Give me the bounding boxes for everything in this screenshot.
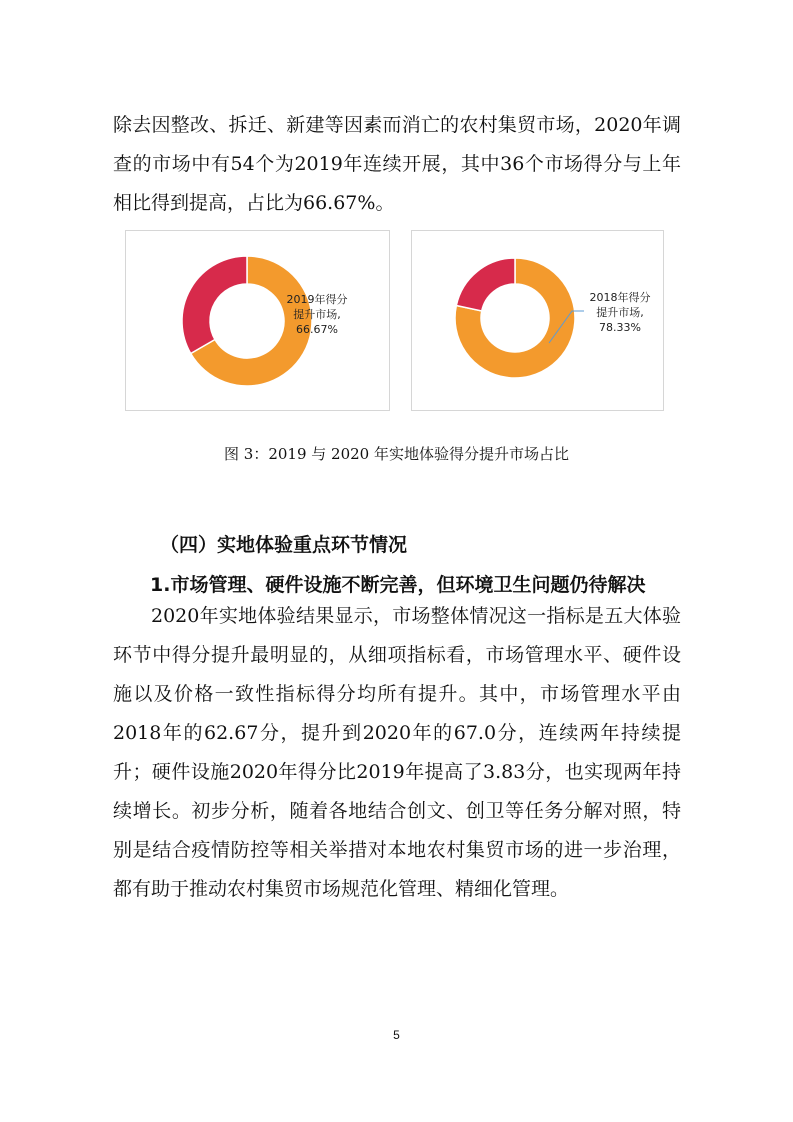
chart-2019-slice-1 [182, 256, 247, 353]
chart-2018-label-line1: 2018年得分 [589, 291, 651, 304]
page-number: 5 [393, 1028, 400, 1042]
chart-2018-slice-1 [456, 258, 515, 311]
chart-2019-label-line2: 提升市场, [293, 308, 341, 321]
donut-chart-2018-svg [412, 231, 665, 412]
section-heading: （四）实地体验重点环节情况 [160, 534, 408, 556]
chart-2019-label-line1: 2019年得分 [286, 293, 348, 306]
donut-chart-2019-svg [126, 231, 391, 412]
chart-2018-label-line2: 提升市场, [596, 306, 644, 319]
intro-paragraph: 除去因整改、拆迁、新建等因素而消亡的农村集贸市场，2020年调查的市场中有54个为2019年连续开展，其中36个市场得分与上年相比得到提高，占比为66.67%。 [113, 114, 681, 214]
figure-caption: 图 3：2019 与 2020 年实地体验得分提升市场占比 [224, 445, 569, 463]
donut-chart-2019 [125, 230, 390, 411]
donut-chart-2018 [411, 230, 664, 411]
chart-2019-label-value: 66.67% [296, 323, 338, 336]
body-paragraph: 2020年实地体验结果显示，市场整体情况这一指标是五大体验环节中得分提升最明显的，从细项指标看，市场管理水平、硬件设施以及价格一致性指标得分均所有提升。其中，市场管理水平由2018年的62.67分，提升到2020年的67.0分，连续两年持续提升；硬件设施2020年得分比2019年提高了3.83分，也实现两年持续增长。初步分析，随着各地结合创文、创卫等任务分解对照，特别是结合疫情防控等相关举措对本地农村集贸市场的进一步治理，都有助于推动农村集贸市场规范化管理、精细化管理。 [113, 605, 681, 900]
subsection-heading: 1.市场管理、硬件设施不断完善，但环境卫生问题仍待解决 [150, 574, 646, 596]
chart-2018-label-value: 78.33% [599, 321, 641, 334]
